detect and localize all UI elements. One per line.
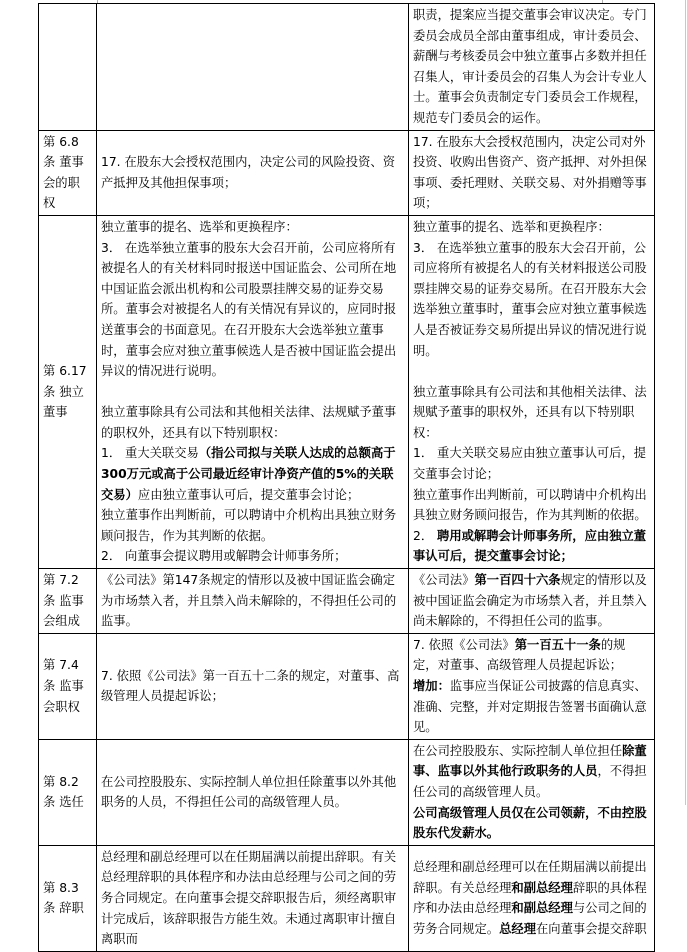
bold-text: 第一百五十一条 <box>514 637 601 652</box>
bold-text: 第一百四十六条 <box>474 573 561 588</box>
page-edge <box>685 0 686 805</box>
paragraph-title: 独立董事的提名、选举和更换程序： <box>101 219 298 234</box>
original-cell <box>97 4 409 131</box>
article-cell <box>39 4 97 131</box>
article-cell: 第 6.8 条 董事会的职权 <box>39 130 97 215</box>
table-row <box>39 4 655 131</box>
original-cell: 《公司法》第147条规定的情形以及被中国证监会确定为市场禁入者，并且禁入尚未解除的，不得担任公司的监事。 <box>97 569 409 634</box>
paragraph: 3． 在选举独立董事的股东大会召开前，公司应将所有被提名人的有关材料报送公司股票挂牌交易的证券交易所。在召开股东大会选举独立董事时，董事会应对独立董事候选人是否被证券交易所提出异议的情况进行说明。 <box>413 240 647 358</box>
paragraph: 1． 重大关联交易应由独立董事认可后，提交董事会讨论； <box>413 446 647 482</box>
paragraph: 2． 聘用或解聘会计师事务所，应由独立董事认可后，提交董事会讨论； <box>413 528 647 564</box>
paragraph: 独立董事作出判断前，可以聘请中介机构出具独立财务顾问报告，作为其判断的依据。 <box>413 487 647 523</box>
bold-text: 公司高级管理人员仅在公司领薪，不由控股股东代发薪水。 <box>413 805 647 841</box>
table-row <box>39 569 655 634</box>
original-cell <box>97 215 409 568</box>
bold-text: 聘用或解聘会计师事务所，应由独立董事认可后，提交董事会讨论； <box>413 528 647 564</box>
paragraph-title: 独立董事的提名、选举和更换程序： <box>413 219 610 234</box>
paragraph: 独立董事作出判断前，可以聘请中介机构出具独立财务顾问报告，作为其判断的依据。 <box>101 508 397 543</box>
revised-cell: 总经理和副总经理可以在任期届满以前提出辞职。有关总经理和副总经理辞职的具体程序和办法由总经理和副总经理与公司之间的劳务合同规定。总经理在向董事会提交辞职 <box>409 845 655 951</box>
article-cell: 第 7.4 条 监事会职权 <box>39 633 97 739</box>
article-cell: 第 8.3 条 辞职 <box>39 845 97 951</box>
table-row <box>39 845 655 951</box>
article-cell: 第 7.2 条 监事会组成 <box>39 569 97 634</box>
added-label: 增加： <box>413 679 450 693</box>
table-row <box>39 633 655 739</box>
bold-text: （指公司拟与关联人达成的总额高于300万元或高于公司最近经审计净资产值的5%的关联交易） <box>101 446 396 502</box>
paragraph: 独立董事除具有公司法和其他相关法律、法规赋予董事的职权外，还具有以下特别职权： <box>101 405 397 440</box>
revised-cell <box>409 215 655 568</box>
table-row <box>39 739 655 845</box>
revised-cell: 《公司法》第一百四十六条规定的情形以及被中国证监会确定为市场禁入者，并且禁入尚未解除的，不得担任公司的监事。 <box>409 569 655 634</box>
original-cell: 7. 依照《公司法》第一百五十二条的规定，对董事、高级管理人员提起诉讼； <box>97 633 409 739</box>
bold-text: 除董事、监事以外其他行政职务的人员 <box>413 743 647 779</box>
revised-cell: 职责，提案应当提交董事会审议决定。专门委员会成员全部由董事组成，审计委员会、薪酬与考核委员会中独立董事占多数并担任召集人，审计委员会的召集人为会计专业人士。董事会负责制定专门委员会工作规程，规范专门委员会的运作。 <box>409 4 655 131</box>
bold-text: 总经理 <box>499 921 536 936</box>
revised-cell: 在公司控股股东、实际控制人单位担任除董事、监事以外其他行政职务的人员，不得担任公司的高级管理人员。 公司高级管理人员仅在公司领薪，不由控股股东代发薪水。 <box>409 739 655 845</box>
original-cell: 在公司控股股东、实际控制人单位担任除董事以外其他职务的人员，不得担任公司的高级管理人员。 <box>97 739 409 845</box>
bold-text: 和副总经理 <box>511 880 573 895</box>
original-cell: 17. 在股东大会授权范围内，决定公司的风险投资、资产抵押及其他担保事项； <box>97 130 409 215</box>
paragraph: 独立董事除具有公司法和其他相关法律、法规赋予董事的职权外，还具有以下特别职权： <box>413 384 647 440</box>
table-row <box>39 215 655 568</box>
original-cell: 总经理和副总经理可以在任期届满以前提出辞职。有关总经理辞职的具体程序和办法由总经理与公司之间的劳务合同规定。在向董事会提交辞职报告后，须经离职审计完成后，该辞职报告方能生效。未通过离职审计擅自离职而 <box>97 845 409 951</box>
revised-cell: 17. 在股东大会授权范围内，决定公司对外投资、收购出售资产、资产抵押、对外担保事项、委托理财、关联交易、对外捐赠等事项； <box>409 130 655 215</box>
revised-cell: 7. 依照《公司法》第一百五十一条的规定，对董事、高级管理人员提起诉讼； 增加：监事应当保证公司披露的信息真实、准确、完整，并对定期报告签署书面确认意见。 <box>409 633 655 739</box>
article-cell: 第 6.17 条 独立董事 <box>39 215 97 568</box>
article-cell: 第 8.2 条 选任 <box>39 739 97 845</box>
paragraph: 3． 在选举独立董事的股东大会召开前，公司应将所有被提名人的有关材料同时报送中国证监会、公司所在地中国证监会派出机构和公司股票挂牌交易的证券交易所。董事会对被提名人的有关情况有异议的，应同时报送董事会的书面意见。在召开股东大会选举独立董事时，董事会应对独立董事候选人是否被中国证监会提出异议的情况进行说明。 <box>101 240 397 379</box>
bold-text: 和副总经理 <box>511 901 573 916</box>
comparison-table <box>38 3 655 952</box>
paragraph: 2． 向董事会提议聘用或解聘会计师事务所； <box>101 549 347 564</box>
paragraph: 1． 重大关联交易（指公司拟与关联人达成的总额高于300万元或高于公司最近经审计净资产值的5%的关联交易）应由独立董事认可后，提交董事会讨论； <box>101 446 396 502</box>
table-row <box>39 130 655 215</box>
